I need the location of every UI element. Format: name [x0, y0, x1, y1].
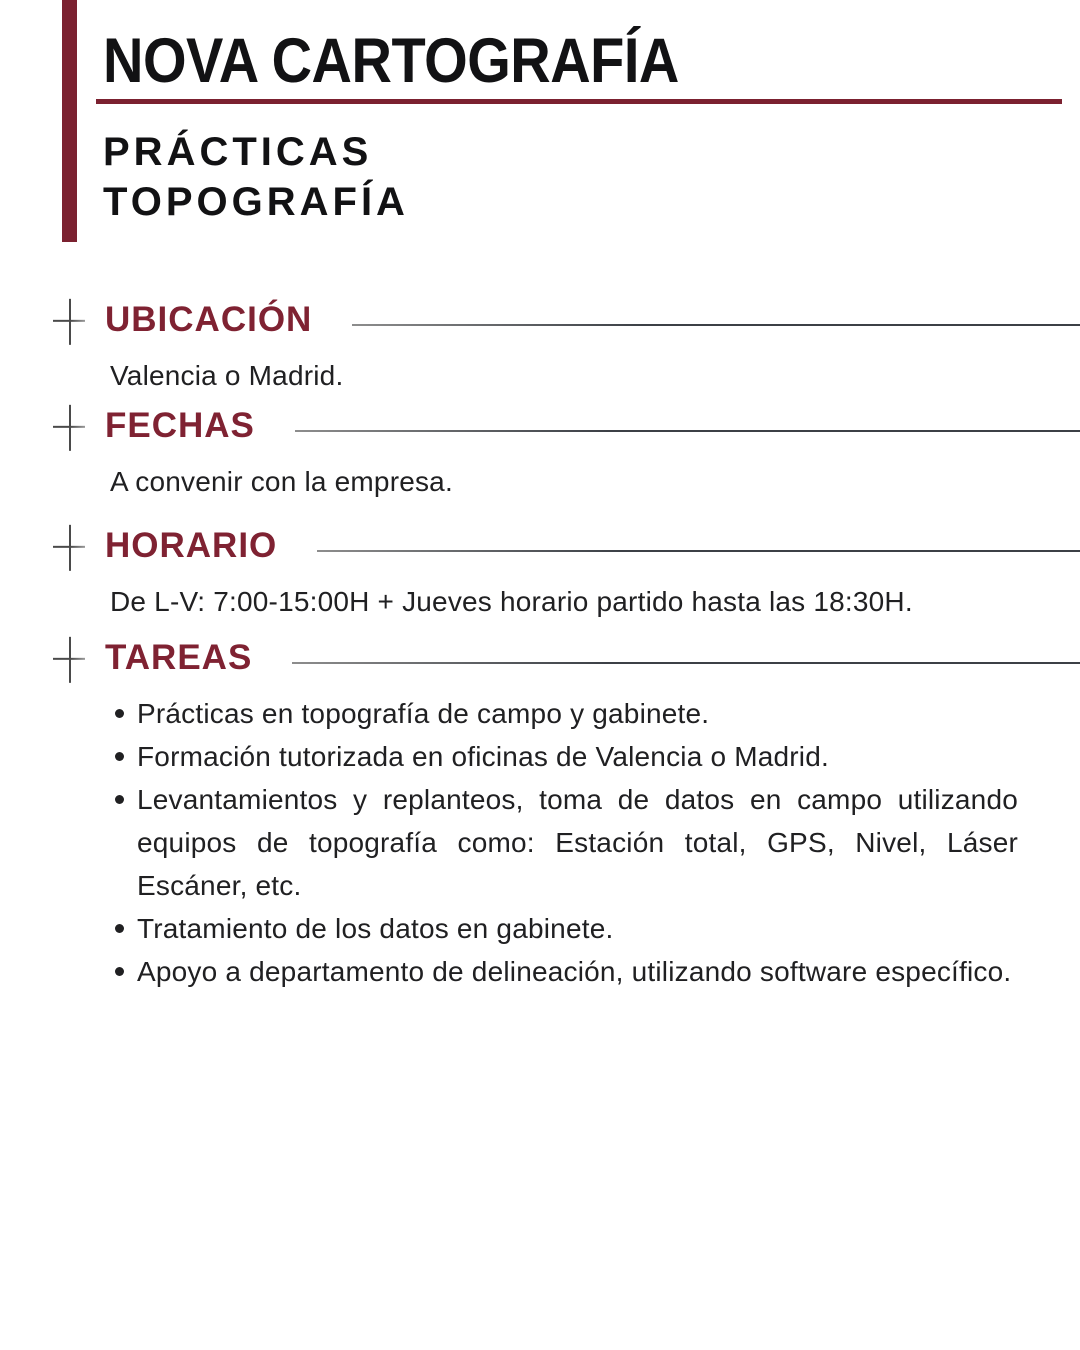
section-fechas-body: A convenir con la empresa. [110, 466, 453, 497]
section-rule [295, 430, 1080, 432]
accent-bar [62, 0, 77, 242]
section-tareas-header [0, 634, 1080, 682]
section-rule [292, 662, 1080, 664]
task-item: Tratamiento de los datos en gabinete. [112, 907, 1018, 950]
section-ubicacion-body: Valencia o Madrid. [110, 360, 344, 391]
plus-icon [53, 405, 85, 451]
plus-icon [53, 525, 85, 571]
page-subtitle [103, 127, 409, 227]
task-item: Formación tutorizada en oficinas de Valencia o Madrid. [112, 735, 1018, 778]
task-list [112, 692, 1018, 993]
task-item: Prácticas en topografía de campo y gabinete. [112, 692, 1018, 735]
section-ubicacion-header [0, 296, 1080, 344]
section-rule [317, 550, 1080, 552]
section-fechas-header [0, 402, 1080, 450]
plus-icon [53, 299, 85, 345]
section-horario-title: HORARIO [105, 526, 278, 565]
page-title: NOVA CARTOGRAFÍA [103, 25, 679, 96]
subtitle-line-1: PRÁCTICAS [103, 130, 373, 174]
section-horario-header [0, 522, 1080, 570]
section-horario [0, 522, 1080, 622]
section-horario-body: De L-V: 7:00-15:00H + Jueves horario partido hasta las 18:30H. [110, 586, 913, 617]
section-tareas [0, 634, 1080, 993]
plus-icon [53, 637, 85, 683]
title-divider [96, 99, 1062, 104]
task-item: Levantamientos y replanteos, toma de datos en campo utilizando equipos de topografía como: Estación total, GPS, Nivel, Láser Escáner, etc. [112, 778, 1018, 907]
section-fechas [0, 402, 1080, 502]
section-rule [352, 324, 1080, 326]
subtitle-line-2: TOPOGRAFÍA [103, 180, 409, 224]
task-item: Apoyo a departamento de delineación, utilizando software específico. [112, 950, 1018, 993]
section-ubicacion [0, 296, 1080, 396]
section-tareas-title: TAREAS [105, 638, 253, 677]
section-ubicacion-title: UBICACIÓN [105, 300, 313, 339]
section-fechas-title: FECHAS [105, 406, 255, 445]
